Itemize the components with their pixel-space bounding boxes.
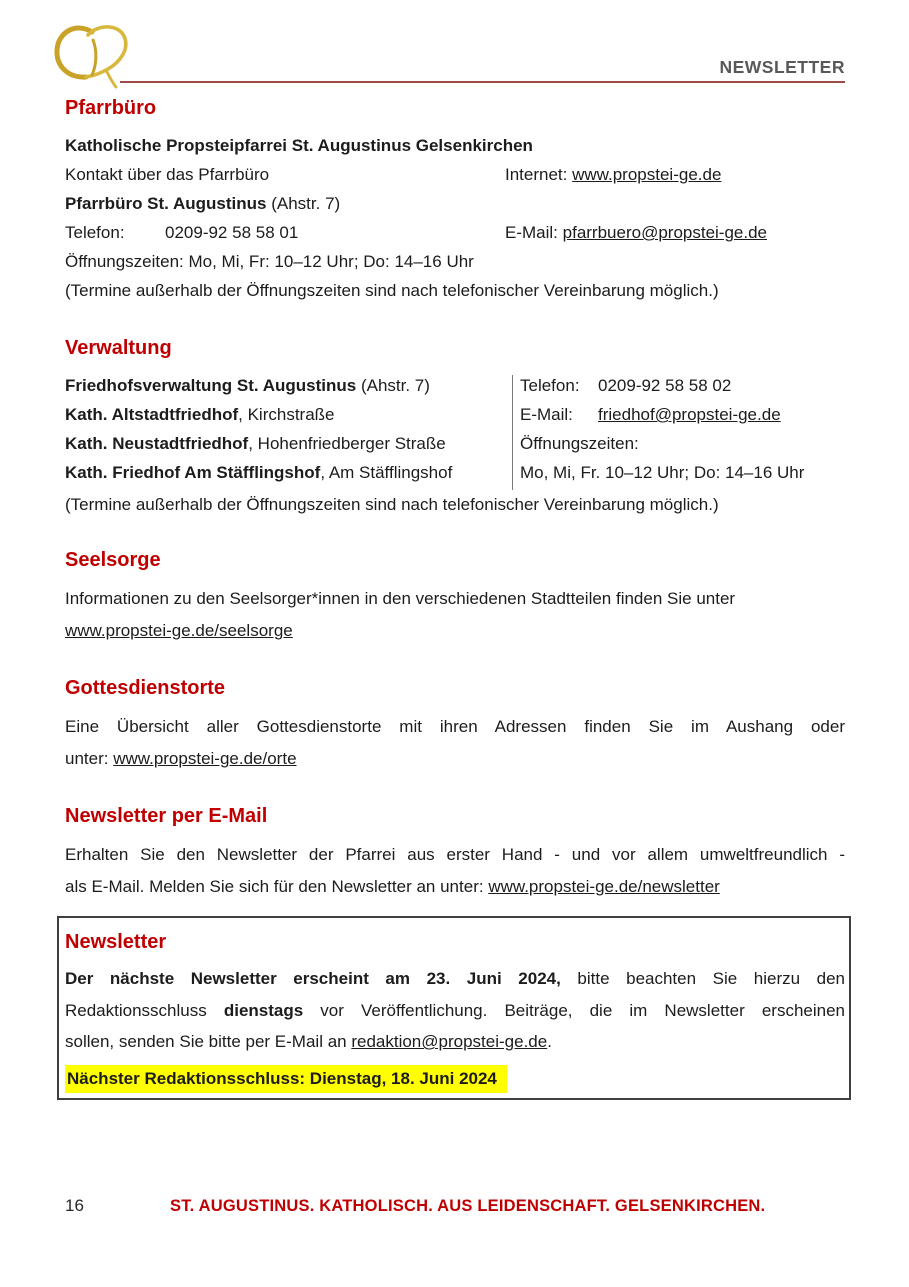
gottesdienstorte-text: Eine Übersicht aller Gottesdienstorte mit ihren Adressen finden Sie im Aushang oder xyxy=(65,717,845,736)
office-address: (Ahstr. 7) xyxy=(266,194,341,213)
line-2-rest: vor Veröffentlichung. Beiträge, die im Newsletter erscheinen xyxy=(303,1000,845,1020)
verwaltung-right-column xyxy=(520,371,845,487)
office-line xyxy=(65,189,845,218)
office-name: Pfarrbüro St. Augustinus xyxy=(65,194,267,213)
cemetery-name: Friedhofsverwaltung St. Augustinus xyxy=(65,376,357,395)
telefon-line xyxy=(65,218,845,247)
cemetery-row xyxy=(65,458,505,487)
seelsorge-link-line xyxy=(65,615,845,647)
footer-slogan: ST. AUGUSTINUS. KATHOLISCH. AUS LEIDENSCHAFT. GELSENKIRCHEN. xyxy=(170,1197,766,1215)
kontakt-text: Kontakt über das Pfarrbüro xyxy=(65,165,270,184)
seelsorge-text: Informationen zu den Seelsorger*innen in den verschiedenen Stadtteilen finden Sie unter xyxy=(65,589,736,608)
cemetery-row xyxy=(65,371,505,400)
line-3-pre: sollen, senden Sie bitte per E-Mail an xyxy=(65,1032,352,1051)
newsletter-signup-link[interactable]: www.propstei-ge.de/newsletter xyxy=(488,877,720,896)
hours-line: Öffnungszeiten: Mo, Mi, Fr: 10–12 Uhr; Do: 14–16 Uhr xyxy=(65,252,474,271)
section-heading-newsletter-email: Newsletter per E-Mail xyxy=(65,805,268,827)
email-label: E-Mail: xyxy=(520,405,573,424)
line-2-pre: Redaktionsschluss xyxy=(65,1000,224,1020)
telefon-value: 0209-92 58 58 01 xyxy=(165,223,299,242)
org-name: Katholische Propsteipfarrei St. Augustinus Gelsenkirchen xyxy=(65,136,533,155)
newsletter-info-box xyxy=(57,916,851,1100)
newsletter-line-3 xyxy=(65,1026,845,1058)
telefon-line xyxy=(520,371,845,400)
cemetery-address: , Am Stäfflingshof xyxy=(320,463,453,482)
section-heading-gottesdienstorte: Gottesdienstorte xyxy=(65,677,226,699)
newsletter-line-1 xyxy=(65,963,845,995)
seelsorge-link[interactable]: www.propstei-ge.de/seelsorge xyxy=(65,621,293,640)
column-divider xyxy=(512,375,513,490)
telefon-label: Telefon: xyxy=(65,223,125,242)
internet-label: Internet: xyxy=(505,165,568,184)
cemetery-name: Kath. Friedhof Am Stäfflingshof xyxy=(65,463,321,482)
section-heading-pfarrbuero: Pfarrbüro xyxy=(65,97,157,119)
link-prefix: unter: xyxy=(65,749,114,768)
page-header-label: NEWSLETTER xyxy=(719,57,845,77)
cemetery-name: Kath. Neustadtfriedhof xyxy=(65,434,249,453)
email-link[interactable]: pfarrbuero@propstei-ge.de xyxy=(562,223,768,242)
cemetery-address: (Ahstr. 7) xyxy=(356,376,430,395)
gottesdienstorte-link-line xyxy=(65,743,845,775)
cemetery-name: Kath. Altstadtfriedhof xyxy=(65,405,239,424)
line-1-rest: bitte beachten Sie hierzu den xyxy=(560,969,846,988)
deadline-highlight: Nächster Redaktionsschluss: Dienstag, 18. Juni 2024 xyxy=(65,1065,507,1093)
header-rule xyxy=(120,81,845,83)
kontakt-line xyxy=(65,160,845,189)
verwaltung-left-column xyxy=(65,371,505,487)
cemetery-row xyxy=(65,400,505,429)
section-heading-verwaltung: Verwaltung xyxy=(65,337,172,359)
section-heading-seelsorge: Seelsorge xyxy=(65,549,161,571)
email-label: E-Mail: xyxy=(505,223,558,242)
hours-label-line: Öffnungszeiten: xyxy=(520,434,639,453)
internet-link[interactable]: www.propstei-ge.de xyxy=(572,165,722,184)
section-verwaltung xyxy=(65,336,845,519)
newsletter-line-2 xyxy=(65,995,845,1027)
telefon-value: 0209-92 58 58 02 xyxy=(598,376,732,395)
hours-value-line: Mo, Mi, Fr. 10–12 Uhr; Do: 14–16 Uhr xyxy=(520,463,805,482)
email-line xyxy=(520,400,845,429)
parish-heart-logo xyxy=(48,20,142,90)
section-heading-newsletter: Newsletter xyxy=(65,931,167,953)
verwaltung-columns xyxy=(65,371,845,487)
orte-link[interactable]: www.propstei-ge.de/orte xyxy=(113,749,297,768)
cemetery-address: , Hohenfriedberger Straße xyxy=(248,434,446,453)
email-group xyxy=(505,218,767,247)
section-pfarrbuero xyxy=(65,96,845,305)
appointment-note: (Termine außerhalb der Öffnungszeiten sind nach telefonischer Vereinbarung möglich.) xyxy=(65,495,719,514)
email-link[interactable]: friedhof@propstei-ge.de xyxy=(598,405,781,424)
line-3-post: . xyxy=(547,1032,552,1051)
section-gottesdienstorte xyxy=(65,676,845,775)
redaktion-email-link[interactable]: redaktion@propstei-ge.de xyxy=(351,1032,548,1051)
next-issue-date: Der nächste Newsletter erscheint am 23. Juni 2024, xyxy=(65,969,561,988)
heart-logo-graphic xyxy=(48,20,142,90)
org-name-line xyxy=(65,131,845,160)
deadline-weekday: dienstags xyxy=(223,1000,304,1020)
newsletter-email-link-line xyxy=(65,871,845,903)
cemetery-address: , Kirchstraße xyxy=(238,405,335,424)
section-seelsorge xyxy=(65,548,845,647)
cemetery-row xyxy=(65,429,505,458)
appointment-note: (Termine außerhalb der Öffnungszeiten sind nach telefonischer Vereinbarung möglich.) xyxy=(65,281,719,300)
newsletter-email-text: Erhalten Sie den Newsletter der Pfarrei aus erster Hand - und vor allem umweltfreundlich - xyxy=(65,845,845,864)
page-number: 16 xyxy=(65,1196,84,1215)
internet-group xyxy=(505,160,721,189)
section-newsletter-email xyxy=(65,804,845,903)
telefon-label: Telefon: xyxy=(520,376,580,395)
link-prefix: als E-Mail. Melden Sie sich für den Newsletter an unter: xyxy=(65,877,489,896)
